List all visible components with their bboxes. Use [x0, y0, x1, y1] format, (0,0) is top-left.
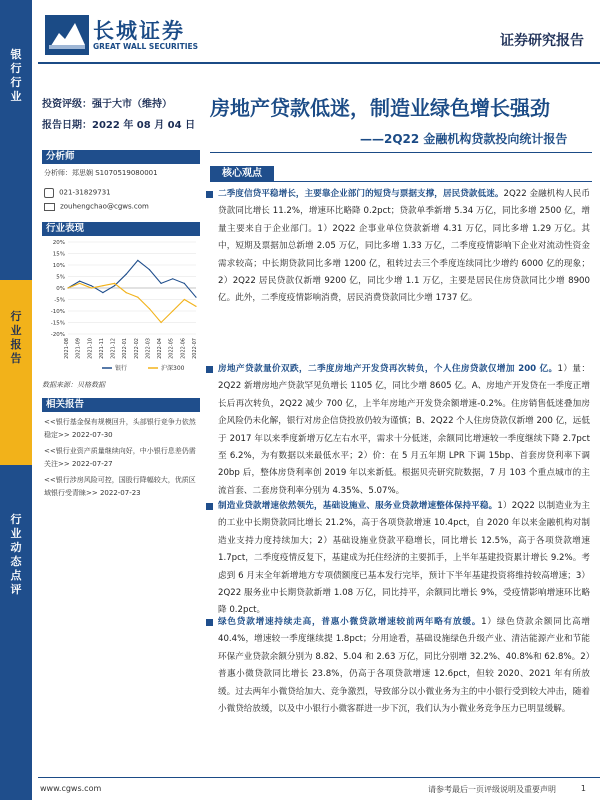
related-report-link[interactable]: <<银行业资产质量继续向好，中小银行息差仍需关注>> 2022-07-27: [44, 447, 196, 468]
y-tick-label: -5%: [54, 297, 65, 304]
paragraph-body: 1）2Q22 以制造业为主的工业中长期贷款同比增长 21.2%，高于各项贷款增速 10.4pct，自 2020 年以来金融机构对制造业支持力度持续加大；2）基础设施业贷款平稳增长，同比增长 12.5%，高于各项贷款增速 1.7pct，二季度疫情反复下，基建成为托住经济的主要抓手，上半年基建投资累计增长 9.2%。考虑到 6 月末全年新增地方专项债额度已基本发行完毕，预计下半年基建投资将维持较高增速；3）2Q22 服务业中长期贷款新增 1.08 万亿，同比持平，余额同比增长 9%，受疫情影响增速环比略降 0.2pct。: [218, 501, 590, 616]
side-char: 报: [10, 338, 22, 351]
y-tick-label: 20%: [52, 240, 65, 246]
core-paragraph: [218, 186, 590, 308]
x-tick-label: 2022-06: [180, 338, 187, 359]
series-line: [68, 260, 196, 297]
y-tick-label: -15%: [50, 320, 65, 327]
y-tick-label: 5%: [56, 274, 65, 281]
analyst-section-head: 分析师: [42, 150, 200, 164]
paragraph-body: 1）绿色贷款余额同比高增 40.4%，增速较一季度继续提 1.8pct；分用途看，基础设施绿色升级产业、清洁能源产业和节能环保产业贷款余额分别为 8.82、5.04 和 2.63 万亿，同比分别增 32.2%、40.8%和 62.8%。2）普惠小微贷款同比增长 23.8%，仍高于各项贷款增速 12.6pct，但较 2020、2021 年有所放缓。过去两年小微贷给加大、竞争激烈，导致部分以小微业务为主的中小银行受到较大冲击，随着小微贷给放缓，以及中小银行小微客群进一步下沉，我们认为小微业务竞争压力已明显缓解。: [218, 617, 590, 715]
series-point: [114, 285, 115, 286]
series-point: [195, 297, 196, 298]
related-reports-head: 相关报告: [42, 398, 200, 412]
side-char: 业: [10, 324, 22, 337]
square-bullet-icon: [206, 191, 213, 198]
x-tick-label: 2021-11: [98, 338, 105, 359]
related-report-link[interactable]: <<银行涉房风险可控，国股行降幅较大，优质区域银行受青睐>> 2022-07-23: [44, 476, 196, 497]
logo: [45, 15, 205, 55]
series-point: [195, 306, 196, 307]
doc-type-label: 证券研究报告: [500, 33, 584, 49]
x-tick-label: 2022-07: [192, 338, 198, 359]
x-tick-label: 2022-02: [133, 338, 140, 359]
series-group: [67, 260, 196, 323]
report-subtitle: ——2Q22 金融机构贷款投向统计报告: [360, 132, 568, 146]
square-bullet-icon: [206, 619, 213, 626]
x-axis: [64, 288, 198, 359]
x-tick-label: 2022-03: [145, 338, 152, 359]
side-char: 银: [10, 48, 22, 61]
series-point: [184, 283, 185, 284]
series-point: [137, 297, 138, 298]
series-point: [67, 287, 68, 288]
x-tick-label: 2021-09: [75, 338, 82, 359]
header-divider: [38, 62, 600, 64]
square-bullet-icon: [206, 503, 213, 510]
series-point: [79, 281, 80, 282]
x-tick-label: 2022-05: [168, 338, 175, 359]
series-point: [79, 283, 80, 284]
series-point: [137, 260, 138, 261]
x-tick-label: 2021-08: [64, 338, 70, 359]
investment-rating: 投资评级：强于大市（维持）: [42, 99, 172, 110]
series-point: [91, 287, 92, 288]
series-point: [172, 310, 173, 311]
analyst-phone-row: [44, 182, 194, 197]
side-char: 点: [10, 569, 22, 582]
logo-text-cn: 长城证券: [93, 19, 185, 43]
x-tick-label: 2022-04: [157, 338, 164, 359]
series-point: [149, 269, 150, 270]
side-char: 告: [10, 352, 22, 365]
series-point: [160, 322, 161, 323]
x-tick-label: 2022-01: [122, 338, 129, 359]
footer-divider: [38, 777, 600, 778]
paragraph-lead: 房地产贷款量价双跌，二季度房地产开发贷再次转负，个人住房贷款仅增加 200 亿。: [218, 364, 558, 374]
y-tick-label: 15%: [52, 251, 65, 258]
core-views-head: 核心观点: [210, 166, 274, 182]
analyst-email-row: [44, 196, 194, 211]
logo-mark-icon: [45, 15, 89, 55]
report-title: 房地产贷款低迷，制造业绿色增长强劲: [210, 96, 550, 120]
y-tick-label: -20%: [50, 332, 65, 338]
legend-label: 沪深300: [161, 365, 185, 372]
title-divider: [210, 152, 592, 153]
core-views-divider: [210, 181, 592, 182]
y-axis: [51, 240, 196, 338]
side-char: 评: [10, 583, 22, 596]
performance-chart: [42, 238, 200, 374]
paragraph-body: 2Q22 金融机构人民币贷款同比增长 11.2%，增速环比略降 0.2pct；贷款单季新增 5.34 万亿，同比多增 2500 亿，增量主要来自于企业部门。1）2Q22 企事业单位贷款新增 4.31 万亿，同比多增 1.29 万亿。其中，短期及票据加总新增 2.05 万亿，同比多增 1.33 万亿，二季度疫情影响下企业对流动性资金需求较高；中长期贷款同比多增 1200 亿，租转过去三个季度连续同比少增约 6000 亿的现象；2）2Q22 居民贷款仅新增 9200 亿，同比少增 1.1 万亿，主要是居民住房贷款同比少增 8900 亿。此外，二季度疫情影响消费，居民消费贷款同比少增 1737 亿。: [218, 189, 590, 304]
series-point: [184, 299, 185, 300]
chart-legend: [102, 364, 185, 372]
x-tick-label: 2021-10: [87, 338, 94, 359]
footer-website[interactable]: www.cgws.com: [40, 784, 102, 793]
analyst-phone: 021-31829731: [59, 188, 111, 197]
email-icon: [44, 203, 55, 211]
side-char: 行: [10, 310, 22, 323]
square-bullet-icon: [206, 366, 213, 373]
series-point: [126, 292, 127, 293]
side-text-industry: [0, 48, 32, 104]
y-tick-label: -10%: [50, 309, 65, 315]
side-char: 动: [10, 541, 22, 554]
logo-text-en: GREAT WALL SECURITIES: [93, 42, 199, 51]
core-paragraph: [218, 614, 590, 718]
analyst-email: zouhengchao@cgws.com: [60, 202, 149, 211]
y-tick-label: 0%: [56, 286, 65, 292]
series-line: [68, 283, 196, 322]
side-text-report: [0, 310, 32, 366]
performance-section-head: 行业表现: [42, 222, 200, 236]
paragraph-lead: 二季度信贷平稳增长，主要靠企业部门的短贷与票据支撑，居民贷款低迷。: [218, 189, 504, 199]
series-point: [172, 278, 173, 279]
core-paragraph: [218, 498, 590, 620]
side-char: 业: [10, 527, 22, 540]
report-date: 报告日期：2022 年 08 月 04 日: [42, 120, 196, 131]
side-char: 行: [10, 76, 22, 89]
paragraph-lead: 制造业贷款增速依然领先，基础设施业、服务业贷款增速整体保持平稳。: [218, 501, 498, 511]
analyst-name: 分析师：郑思娴 S1070519080001: [44, 169, 158, 177]
chart-source-note: 数据来源：贝格数据: [42, 381, 105, 389]
series-point: [160, 283, 161, 284]
series-point: [102, 285, 103, 286]
series-point: [91, 285, 92, 286]
footer-disclaimer: 请参考最后一页评级说明及重要声明: [428, 785, 556, 794]
series-point: [102, 292, 103, 293]
page-number: 1: [580, 784, 586, 793]
side-char: 行: [10, 62, 22, 75]
related-reports-list: [44, 416, 200, 500]
side-text-comment: [0, 513, 32, 597]
paragraph-lead: 绿色贷款增速持续走高，普惠小微贷款增速较前两年略有放缓。: [218, 617, 482, 627]
side-char: 业: [10, 90, 22, 103]
y-tick-label: 10%: [52, 263, 65, 269]
legend-label: 银行: [115, 365, 128, 372]
series-point: [114, 283, 115, 284]
side-band-bottom: [0, 465, 32, 800]
side-char: 态: [10, 555, 22, 568]
x-tick-label: 2021-12: [110, 338, 117, 359]
related-report-link[interactable]: <<银行基金保有规模回升，头部银行竞争力依然稳定>> 2022-07-30: [44, 418, 196, 439]
series-point: [149, 308, 150, 309]
core-paragraph: [218, 361, 590, 500]
side-band-top: [0, 0, 32, 280]
paragraph-body: 1）量：2Q22 新增房地产贷款罕见负增长 1105 亿，同比少增 8605 亿。A、房地产开发贷在一季度正增长后再次转负，2Q22 减少 700 亿，上半年房地产开发贷余额增速-0.2%。住房销售低迷叠加房企风险仍未化解，银行对房企信贷投放仍较为谨慎；B、2Q22 个人住房贷款仅新增 200 亿，远低于 2017 年以来季度新增万亿左右水平，需求十分低迷，余额同比增速较一季度继续下降 2.7pct 至 6.2%，为有数据以来最低水平；2）价：在 5 月五年期 LPR 下调 15bp、首套房贷利率下调 20bp 后，整体房贷利率创 2019 年以来新低。根据贝壳研究院数据，7 月 103 个重点城市的主流首套、二套房贷利率分别为 4.35%、5.07%。: [218, 364, 590, 496]
side-char: 行: [10, 513, 22, 526]
side-band-mid: [0, 280, 32, 465]
series-point: [126, 274, 127, 275]
